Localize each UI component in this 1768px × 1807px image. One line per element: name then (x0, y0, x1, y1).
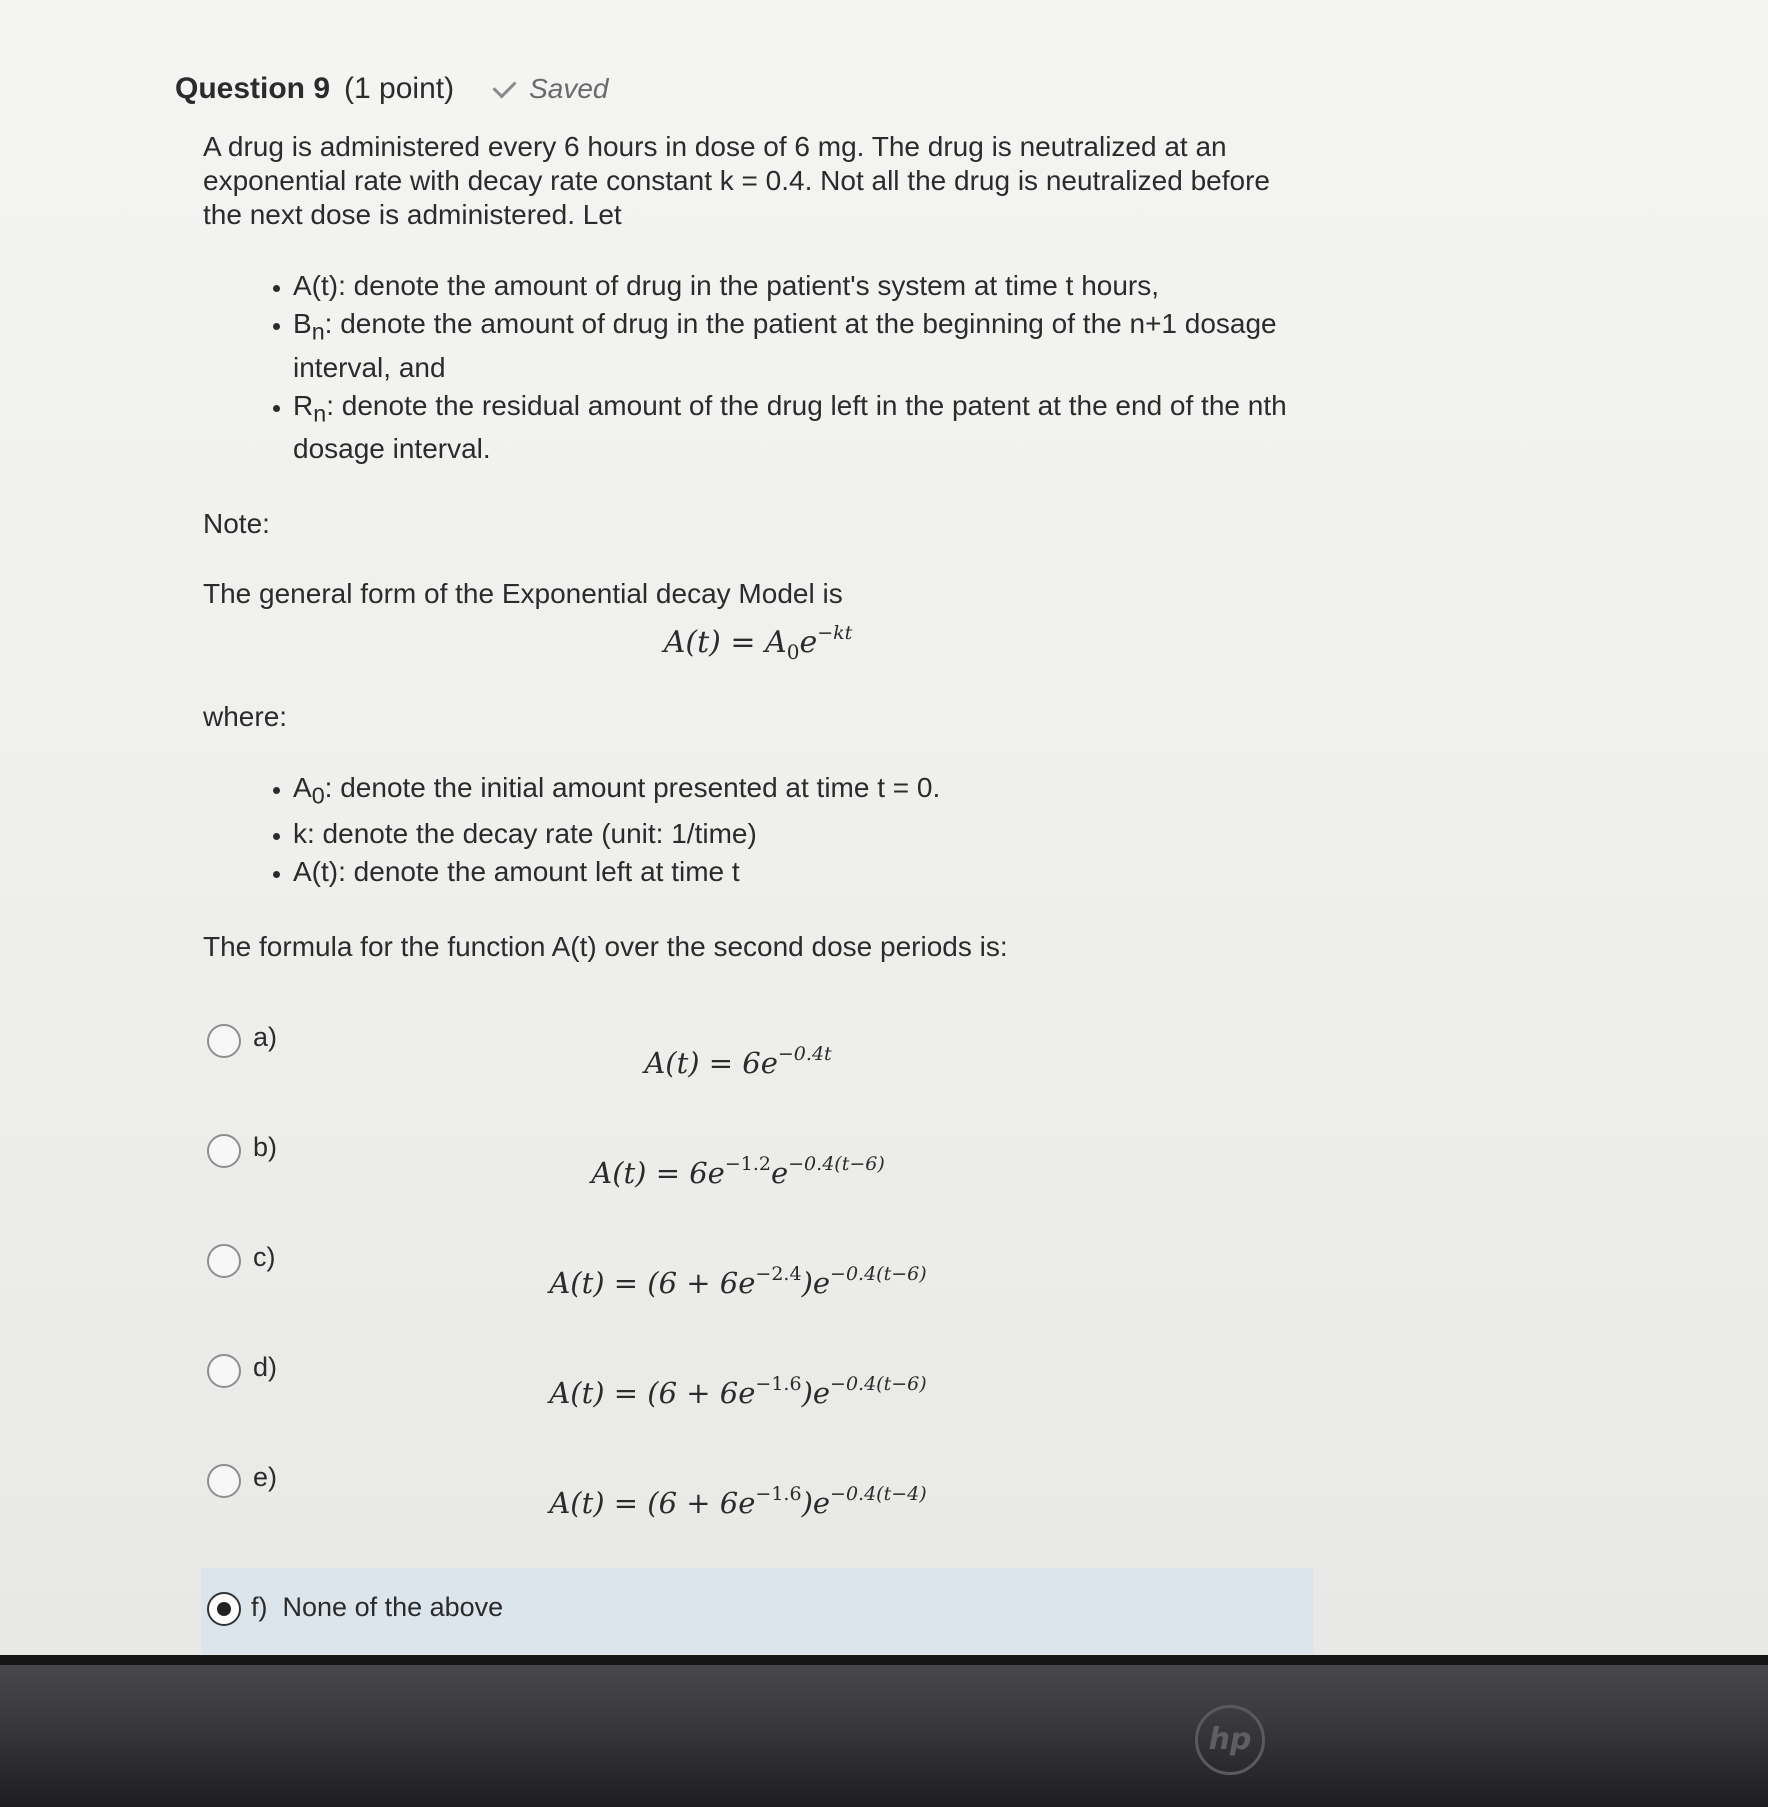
definitions-list (203, 268, 1313, 467)
where-label: where: (203, 701, 288, 733)
option-formula: $A(t) = (6 + 6e^{-2.4})e^{-0.4(t-6)}$ (549, 1262, 927, 1300)
monitor-bezel (0, 1655, 1768, 1807)
where-item: • k: denote the decay rate (unit: 1/time) (293, 816, 1313, 852)
checkmark-icon (493, 74, 517, 98)
option-formula: $A(t) = 6e^{-1.2}e^{-0.4(t-6)}$ (591, 1152, 885, 1190)
general-form-text: The general form of the Exponential decay Model is (203, 578, 843, 610)
option-label: d) (253, 1351, 278, 1382)
hp-logo-icon: hp (1195, 1705, 1265, 1775)
option-c[interactable] (203, 1238, 1313, 1348)
option-label: a) (253, 1021, 278, 1052)
bezel-edge (0, 1655, 1768, 1665)
definition-item: • $B_n$: denote the amount of drug in the patient at the beginning of the n+1 dosage interval, and (293, 306, 1313, 386)
radio-button-selected[interactable] (207, 1592, 241, 1626)
option-label: e) (253, 1461, 278, 1492)
saved-label: Saved (529, 73, 609, 104)
option-d[interactable] (203, 1348, 1313, 1458)
answer-options (203, 1018, 1313, 1654)
option-b[interactable] (203, 1128, 1313, 1238)
question-body (203, 130, 1313, 1654)
option-f[interactable] (201, 1568, 1313, 1654)
question-header (175, 72, 1325, 106)
saved-status (494, 73, 608, 105)
question-title: Question 9 (175, 72, 331, 105)
definition-item: • $R_n$: denote the residual amount of the drug left in the patent at the end of the nth dosage interval. (293, 388, 1313, 468)
question-points: (1 point) (344, 72, 455, 105)
option-label: b) (253, 1131, 278, 1162)
option-formula: $A(t) = (6 + 6e^{-1.6})e^{-0.4(t-4)}$ (549, 1482, 927, 1520)
question-intro: A drug is administered every 6 hours in dose of 6 mg. The drug is neutralized at an exponential rate with decay rate constant k = 0.4. Not all the drug is neutralized before the next dose is administered. Let (203, 131, 1270, 230)
where-item: • A(t): denote the amount left at time t (293, 854, 1313, 890)
option-e[interactable] (203, 1458, 1313, 1568)
option-a[interactable] (203, 1018, 1313, 1128)
where-item: • $A_0$: denote the initial amount presented at time t = 0. (293, 770, 1313, 814)
option-formula: $A(t) = 6e^{-0.4t}$ (644, 1042, 832, 1080)
where-list (203, 770, 1313, 890)
definition-item: • A(t): denote the amount of drug in the patient's system at time t hours, (293, 268, 1313, 304)
option-formula: $A(t) = (6 + 6e^{-1.6})e^{-0.4(t-6)}$ (549, 1372, 927, 1410)
question-card (175, 72, 1325, 1654)
note-label: Note: (203, 508, 270, 540)
question-prompt: The formula for the function A(t) over the second dose periods is: (203, 930, 1008, 962)
option-label: f) None of the above (251, 1591, 504, 1622)
model-formula: $A(t) = A_0e^{-kt}$ (663, 622, 853, 665)
option-label: c) (253, 1241, 276, 1272)
